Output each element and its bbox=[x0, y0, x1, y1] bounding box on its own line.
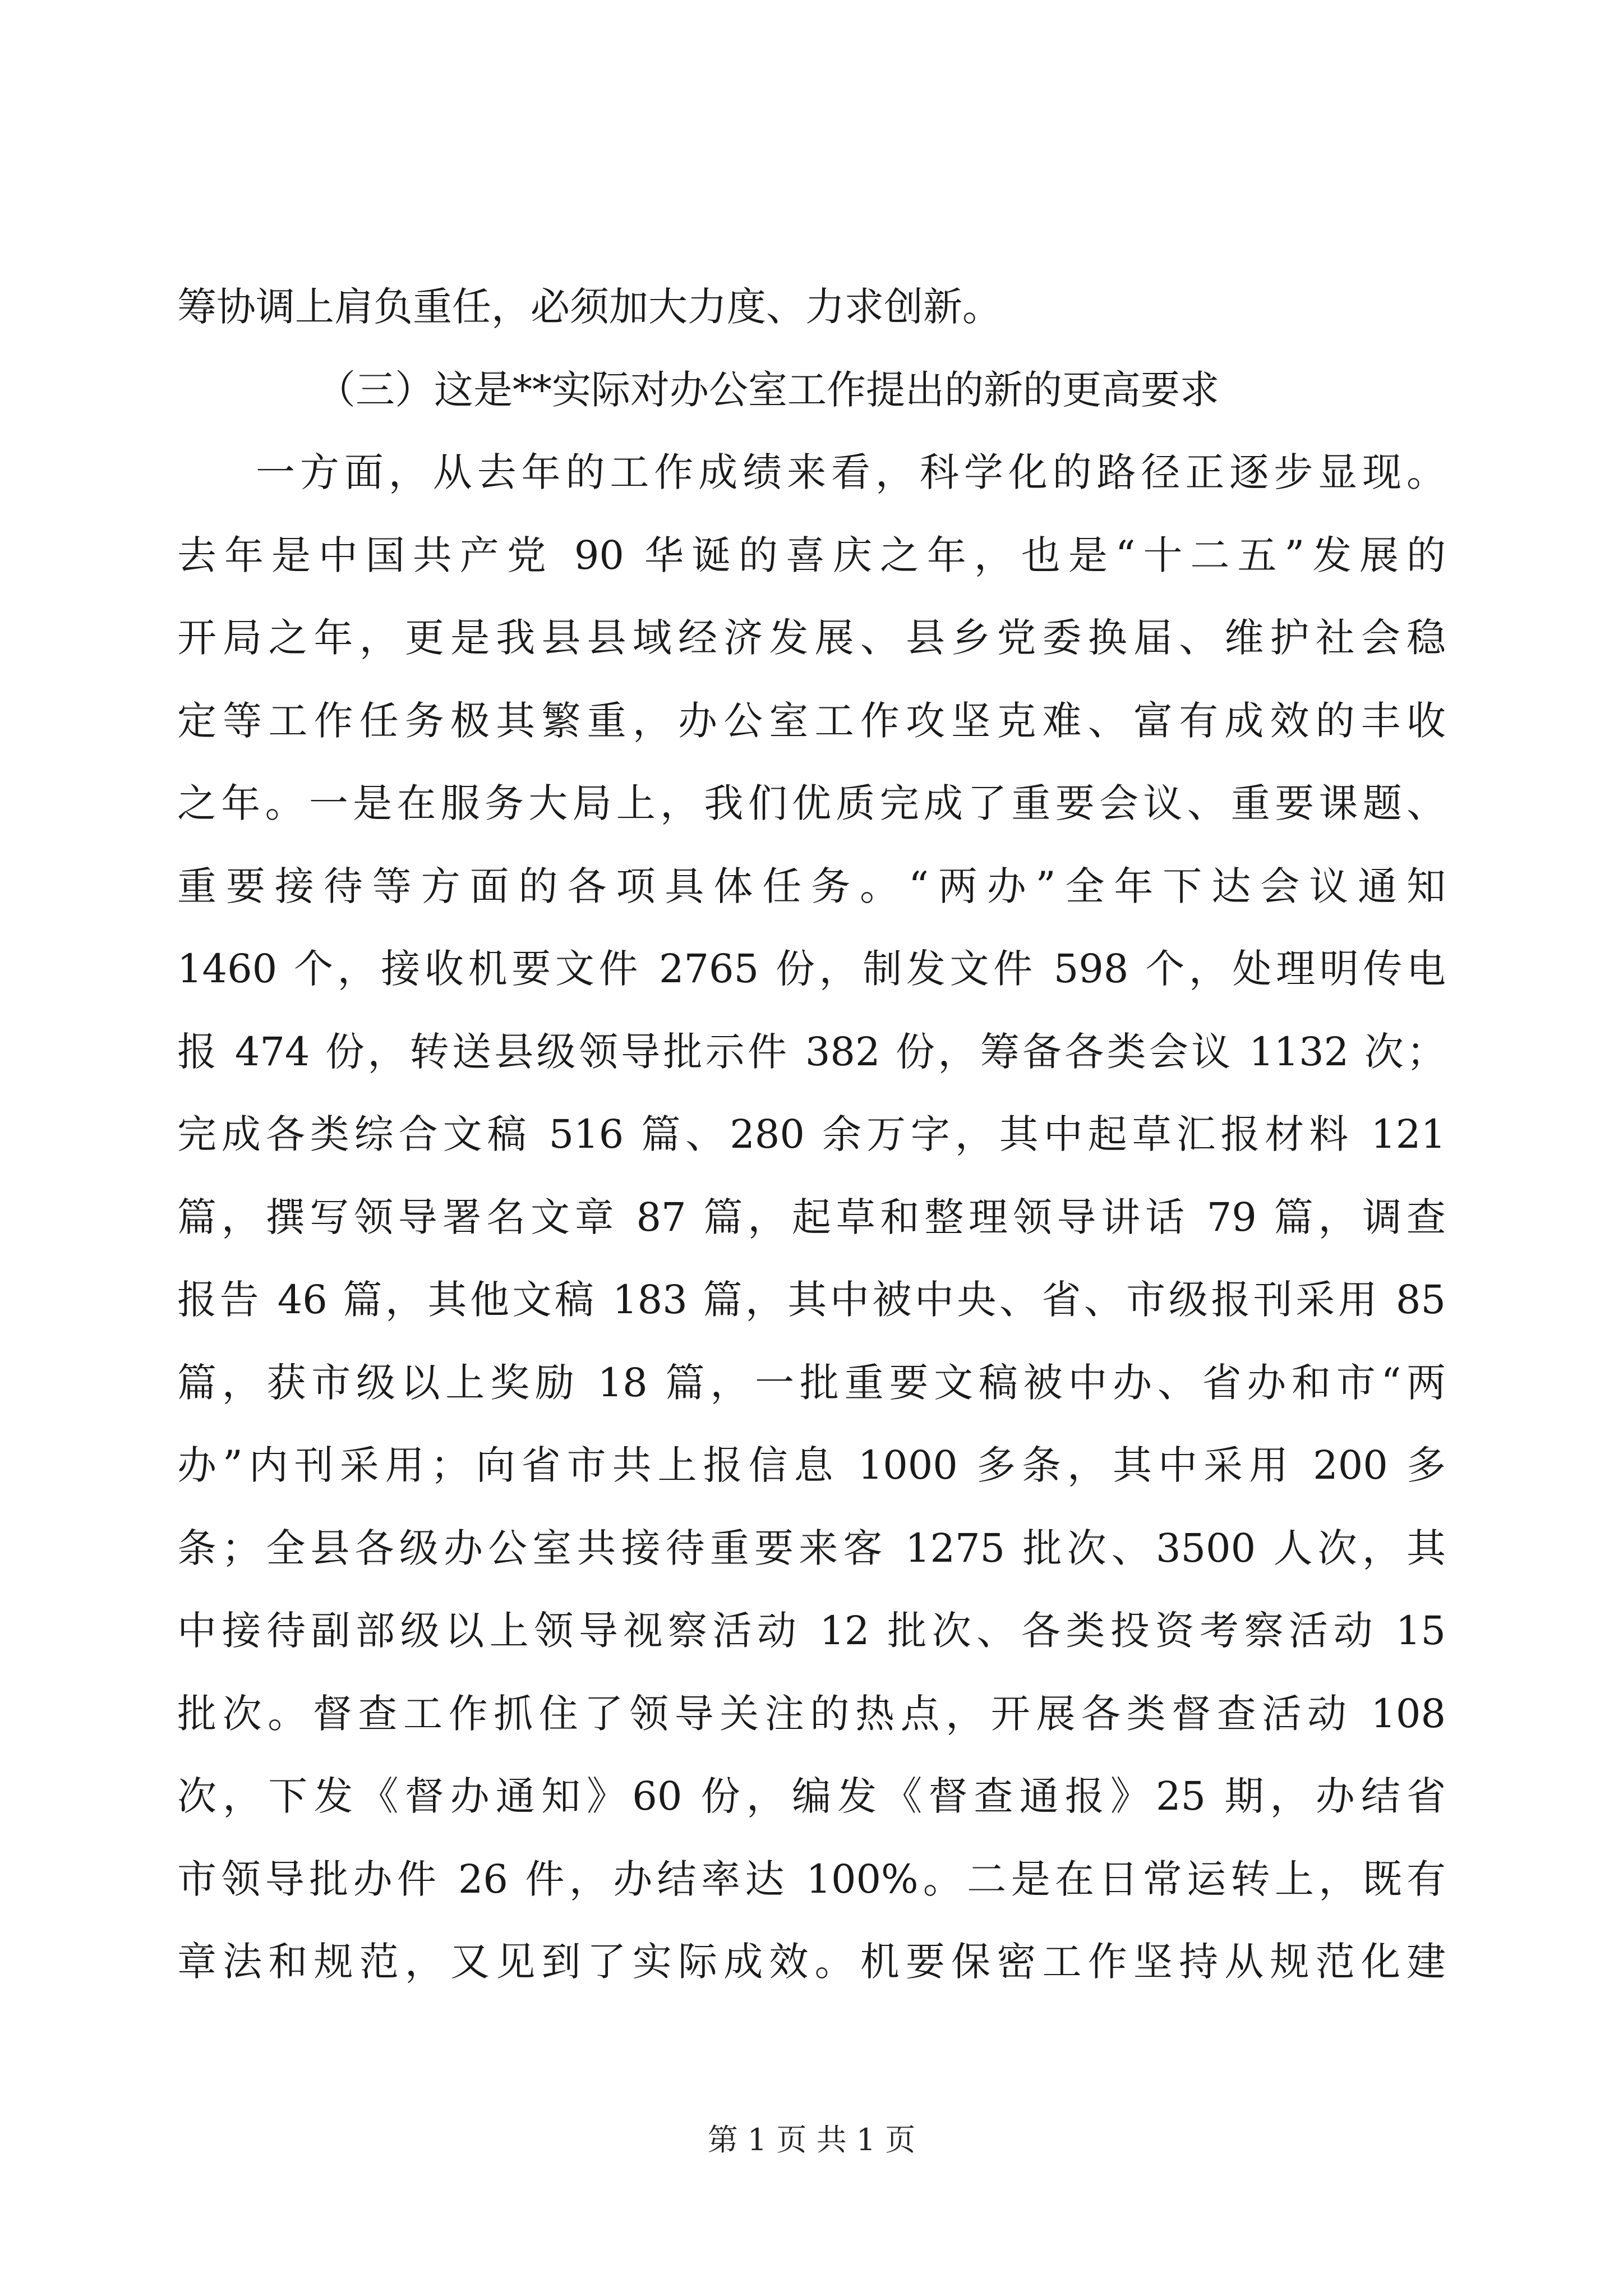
text-line: 之年。一是在服务大局上，我们优质完成了重要会议、重要课题、 bbox=[177, 780, 1446, 826]
text-line: 篇，获市级以上奖励 18 篇，一批重要文稿被中办、省办和市“两 bbox=[177, 1359, 1446, 1406]
text-line: 重要接待等方面的各项具体任务。“两办”全年下达会议通知 bbox=[177, 863, 1446, 909]
page-number-label: 第 1 页 共 1 页 bbox=[707, 2122, 916, 2157]
text-line: 报告 46 篇，其他文稿 183 篇，其中被中央、省、市级报刊采用 85 bbox=[177, 1277, 1446, 1323]
body-text bbox=[177, 266, 1446, 2004]
text-line: 中接待副部级以上领导视察活动 12 批次、各类投资考察活动 15 bbox=[177, 1608, 1446, 1654]
text-line: 去年是中国共产党 90 华诞的喜庆之年，也是“十二五”发展的 bbox=[177, 532, 1446, 578]
text-line: 章法和规范，又见到了实际成效。机要保密工作坚持从规范化建 bbox=[177, 1939, 1446, 1985]
page-footer bbox=[0, 2120, 1623, 2160]
text-line: 办”内刊采用；向省市共上报信息 1000 多条，其中采用 200 多 bbox=[177, 1442, 1446, 1488]
text-line: 完成各类综合文稿 516 篇、280 余万字，其中起草汇报材料 121 bbox=[177, 1111, 1446, 1157]
text-line: 市领导批办件 26 件，办结率达 100%。二是在日常运转上，既有 bbox=[177, 1856, 1446, 1902]
text-line: 条；全县各级办公室共接待重要来客 1275 批次、3500 人次，其 bbox=[177, 1525, 1446, 1571]
section-heading: （三）这是**实际对办公室工作提出的新的更高要求 bbox=[316, 366, 1219, 413]
text-line: 一方面，从去年的工作成绩来看，科学化的路径正逐步显现。 bbox=[256, 449, 1446, 495]
text-line: 报 474 份，转送县级领导批示件 382 份，筹备各类会议 1132 次； bbox=[177, 1028, 1446, 1075]
text-line: 次，下发《督办通知》60 份，编发《督查通报》25 期，办结省 bbox=[177, 1773, 1446, 1819]
text-line: 筹协调上肩负重任，必须加大力度、力求创新。 bbox=[177, 284, 1002, 330]
text-line: 批次。督查工作抓住了领导关注的热点，开展各类督查活动 108 bbox=[177, 1690, 1446, 1737]
text-line: 定等工作任务极其繁重，办公室工作攻坚克难、富有成效的丰收 bbox=[177, 697, 1446, 744]
text-line: 篇，撰写领导署名文章 87 篇，起草和整理领导讲话 79 篇，调查 bbox=[177, 1194, 1446, 1240]
text-line: 1460 个，接收机要文件 2765 份，制发文件 598 个，处理明传电 bbox=[177, 946, 1446, 992]
text-line: 开局之年，更是我县县域经济发展、县乡党委换届、维护社会稳 bbox=[177, 615, 1446, 661]
